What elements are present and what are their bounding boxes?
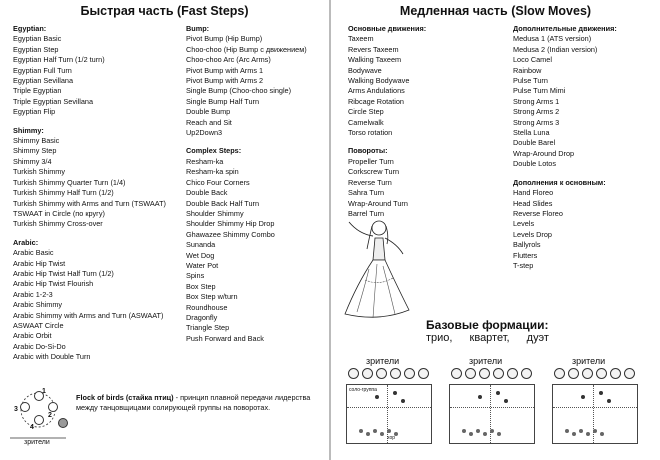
stage-divider-line (347, 407, 431, 408)
step-item: Ballyrols (513, 240, 541, 250)
chorus-marker (359, 429, 363, 433)
spectator-face-icon (465, 368, 476, 379)
step-item: Water Pot (186, 260, 219, 270)
step-item: Single Bump Half Turn (186, 96, 260, 106)
step-item: Reach and Sit (186, 117, 232, 127)
step-item: Arabic Hip Twist Half Turn (1/2) (13, 268, 114, 278)
section-gap (513, 170, 617, 178)
fast-steps-column-1 (13, 24, 166, 363)
chorus-marker (387, 429, 391, 433)
stage-divider-line (450, 407, 534, 408)
step-item: Rainbow (513, 65, 542, 75)
step-item: Arms Andulations (348, 86, 405, 96)
step-item: Walking Taxeem (348, 55, 402, 65)
section-heading: Повороты: (348, 146, 388, 156)
step-item: Egyptian Full Turn (13, 65, 72, 75)
spectator-face-icon (376, 368, 387, 379)
step-item: Barrel Turn (348, 208, 385, 218)
step-item: Resham-ka spin (186, 167, 239, 177)
section-gap (186, 138, 307, 146)
step-item: Loco Camel (513, 55, 552, 65)
section-gap (13, 230, 166, 238)
step-item: Arabic Shimmy (13, 300, 63, 310)
dancer-circle (48, 402, 58, 412)
step-item: Arabic Do-Si-Do (13, 341, 66, 351)
step-item: Double Back (186, 188, 228, 198)
spectators-label: зрители (469, 356, 503, 366)
chorus-marker (579, 429, 583, 433)
step-item: Pulse Turn (513, 76, 548, 86)
step-item: Circle Step (348, 107, 384, 117)
dancer-circle (34, 415, 44, 425)
spectator-face-icon (554, 368, 565, 379)
chorus-marker (572, 432, 576, 436)
step-item: Torso rotation (348, 128, 393, 138)
step-item: Chico Four Corners (186, 177, 250, 187)
dancer-circle-highlight (58, 418, 68, 428)
section-heading: Arabic: (13, 237, 39, 247)
chorus-marker (490, 429, 494, 433)
chorus-marker (469, 432, 473, 436)
formation-panel (552, 384, 638, 444)
step-item: Choo-choo Arc (Arc Arms) (186, 55, 271, 65)
section-gap (13, 118, 166, 126)
step-item: Levels Drop (513, 229, 552, 239)
spectator-face-icon (348, 368, 359, 379)
soloist-marker (581, 395, 585, 399)
step-item: Up2Down3 (186, 128, 223, 138)
chorus-label: хор (387, 435, 396, 441)
fast-steps-title: Быстрая часть (Fast Steps) (80, 4, 249, 18)
chorus-marker (593, 429, 597, 433)
step-item: Arabic Hip Twist Flourish (13, 279, 94, 289)
step-item: Shoulder Shimmy Hip Drop (186, 219, 275, 229)
step-item: Reverse Floreo (513, 208, 563, 218)
step-item: Turkish Shimmy Half Turn (1/2) (13, 188, 114, 198)
step-item: Triangle Step (186, 323, 230, 333)
formations-title: Базовые формации: (426, 318, 549, 332)
step-item: Head Slides (513, 198, 553, 208)
spectators-label: зрители (366, 356, 400, 366)
spectator-face-icon (451, 368, 462, 379)
step-item: Revers Taxeem (348, 44, 399, 54)
chorus-marker (565, 429, 569, 433)
slow-moves-title: Медленная часть (Slow Moves) (399, 4, 592, 18)
step-item: Spins (186, 271, 205, 281)
section-heading: Complex Steps: (186, 146, 242, 156)
soloist-marker (375, 395, 379, 399)
step-item: Taxeem (348, 34, 374, 44)
spectator-face-icon (596, 368, 607, 379)
formation-panel (346, 384, 432, 444)
spectator-face-icon (390, 368, 401, 379)
step-item: Camelwalk (348, 117, 384, 127)
chorus-marker (600, 432, 604, 436)
step-item: ASWAAT Circle (13, 320, 64, 330)
step-item: Pivot Bump with Arms 1 (186, 65, 264, 75)
chorus-marker (483, 432, 487, 436)
step-item: Ribcage Rotation (348, 96, 404, 106)
fast-steps-page (0, 0, 329, 460)
soloist-marker (607, 399, 611, 403)
section-heading: Shimmy: (13, 125, 44, 135)
step-item: Turkish Shimmy Quarter Turn (1/4) (13, 177, 126, 187)
step-item: Triple Egyptian Sevillana (13, 96, 94, 106)
step-item: Ghawazee Shimmy Combo (186, 229, 275, 239)
slow-moves-column-1 (348, 24, 426, 219)
step-item: Arabic with Double Turn (13, 352, 91, 362)
chorus-marker (476, 429, 480, 433)
section-gap (348, 138, 426, 146)
solo-group-label: соло-группа (349, 387, 377, 393)
flock-number: 3 (14, 406, 18, 413)
stage-divider-line (553, 407, 637, 408)
step-item: Push Forward and Back (186, 333, 264, 343)
soloist-marker (496, 391, 500, 395)
step-item: Strong Arms 1 (513, 96, 560, 106)
step-item: Egyptian Sevillana (13, 76, 74, 86)
stage-center-line (593, 385, 594, 443)
step-item: Stella Luna (513, 128, 550, 138)
step-item: Wrap-Around Turn (348, 198, 408, 208)
flock-number: 1 (42, 388, 46, 395)
step-item: Wet Dog (186, 250, 215, 260)
step-item: Choo-choo (Hip Bump с движением) (186, 44, 307, 54)
step-item: Strong Arms 2 (513, 107, 560, 117)
spectator-face-icon (521, 368, 532, 379)
step-item: Pulse Turn Mimi (513, 86, 566, 96)
step-item: Arabic Basic (13, 248, 54, 258)
section-heading: Egyptian: (13, 24, 47, 33)
step-item: Double Barel (513, 138, 556, 148)
step-item: Strong Arms 3 (513, 117, 560, 127)
section-heading: Дополнения к основным: (513, 177, 606, 187)
step-item: Bodywave (348, 65, 382, 75)
step-item: Egyptian Basic (13, 34, 62, 44)
step-item: Egyptian Step (13, 44, 59, 54)
spectator-face-icon (479, 368, 490, 379)
spectator-face-icon (582, 368, 593, 379)
step-item: Pivot Bump with Arms 2 (186, 76, 264, 86)
step-item: Propeller Turn (348, 156, 394, 166)
stage-center-line (490, 385, 491, 443)
step-item: Egyptian Flip (13, 107, 56, 117)
soloist-marker (504, 399, 508, 403)
dancer-circle (20, 402, 30, 412)
step-item: TSWAAT in Circle (по кругу) (13, 208, 105, 218)
spectator-face-icon (493, 368, 504, 379)
flock-of-birds-description: - принцип плавной передачи лидерства между танцовщицами солирующей группы на поворотах. (76, 393, 311, 412)
spectators-label: зрители (572, 356, 606, 366)
step-item: Arabic Orbit (13, 331, 52, 341)
step-item: Double Lotos (513, 159, 557, 169)
section-heading: Основные движения: (348, 24, 427, 33)
flock-of-birds-term: Flock of birds (стайка птиц) (76, 393, 174, 402)
chorus-marker (373, 429, 377, 433)
dancer-illustration (339, 214, 429, 324)
step-item: Box Step (186, 281, 216, 291)
step-item: Pivot Bump (Hip Bump) (186, 34, 263, 44)
step-item: Corkscrew Turn (348, 167, 400, 177)
soloist-marker (401, 399, 405, 403)
soloist-marker (393, 391, 397, 395)
flock-of-birds-text (76, 393, 321, 412)
step-item: Wrap-Around Drop (513, 148, 575, 158)
chorus-marker (497, 432, 501, 436)
flock-number: 4 (30, 424, 34, 431)
step-item: Shimmy Step (13, 146, 57, 156)
soloist-marker (599, 391, 603, 395)
step-item: Walking Bodywave (348, 76, 410, 86)
step-item: Reverse Turn (348, 177, 392, 187)
section-heading: Bump: (186, 24, 210, 33)
step-item: Roundhouse (186, 302, 228, 312)
step-item: Egyptian Half Turn (1/2 turn) (13, 55, 105, 65)
spectator-face-icon (404, 368, 415, 379)
step-item: Arabic Hip Twist (13, 258, 66, 268)
chorus-marker (380, 432, 384, 436)
step-item: Turkish Shimmy Cross-over (13, 219, 103, 229)
spectator-face-icon (418, 368, 429, 379)
step-item: Medusa 1 (ATS version) (513, 34, 592, 44)
step-item: Double Back Half Turn (186, 198, 260, 208)
step-item: Single Bump (Choo-choo single) (186, 86, 292, 96)
step-item: Sunanda (186, 240, 216, 250)
step-item: Triple Egyptian (13, 86, 62, 96)
flock-of-birds-diagram (8, 388, 68, 448)
spectator-face-icon (624, 368, 635, 379)
formation-panel (449, 384, 535, 444)
section-heading: Дополнительные движения: (513, 24, 617, 33)
flock-spectators-label: зрители (24, 439, 50, 446)
step-item: Turkish Shimmy (13, 167, 66, 177)
chorus-marker (462, 429, 466, 433)
step-item: Resham-ka (186, 156, 224, 166)
step-item: Shoulder Shimmy (186, 208, 244, 218)
step-item: T-step (513, 260, 534, 270)
step-item: Arabic Shimmy with Arms and Turn (ASWAAT) (13, 310, 164, 320)
slow-moves-column-2 (513, 24, 617, 271)
step-item: Arabic 1-2-3 (13, 289, 53, 299)
step-item: Double Bump (186, 107, 231, 117)
spectator-face-icon (362, 368, 373, 379)
soloist-marker (478, 395, 482, 399)
spectator-face-icon (610, 368, 621, 379)
step-item: Dragonfly (186, 312, 218, 322)
chorus-marker (586, 432, 590, 436)
formations-subtitle: трио, квартет, дуэт (426, 332, 549, 344)
step-item: Flutters (513, 250, 538, 260)
slow-moves-page (331, 0, 660, 460)
chorus-marker (366, 432, 370, 436)
step-item: Box Step w/turn (186, 292, 238, 302)
flock-number: 2 (48, 412, 52, 419)
step-item: Turkish Shimmy with Arms and Turn (TSWAAT) (13, 198, 166, 208)
spectator-face-icon (568, 368, 579, 379)
step-item: Shimmy 3/4 (13, 156, 52, 166)
spectator-face-icon (507, 368, 518, 379)
step-item: Levels (513, 219, 535, 229)
step-item: Hand Floreo (513, 188, 554, 198)
fast-steps-column-2 (186, 24, 307, 344)
step-item: Sahra Turn (348, 188, 385, 198)
step-item: Medusa 2 (Indian version) (513, 44, 598, 54)
step-item: Shimmy Basic (13, 136, 60, 146)
